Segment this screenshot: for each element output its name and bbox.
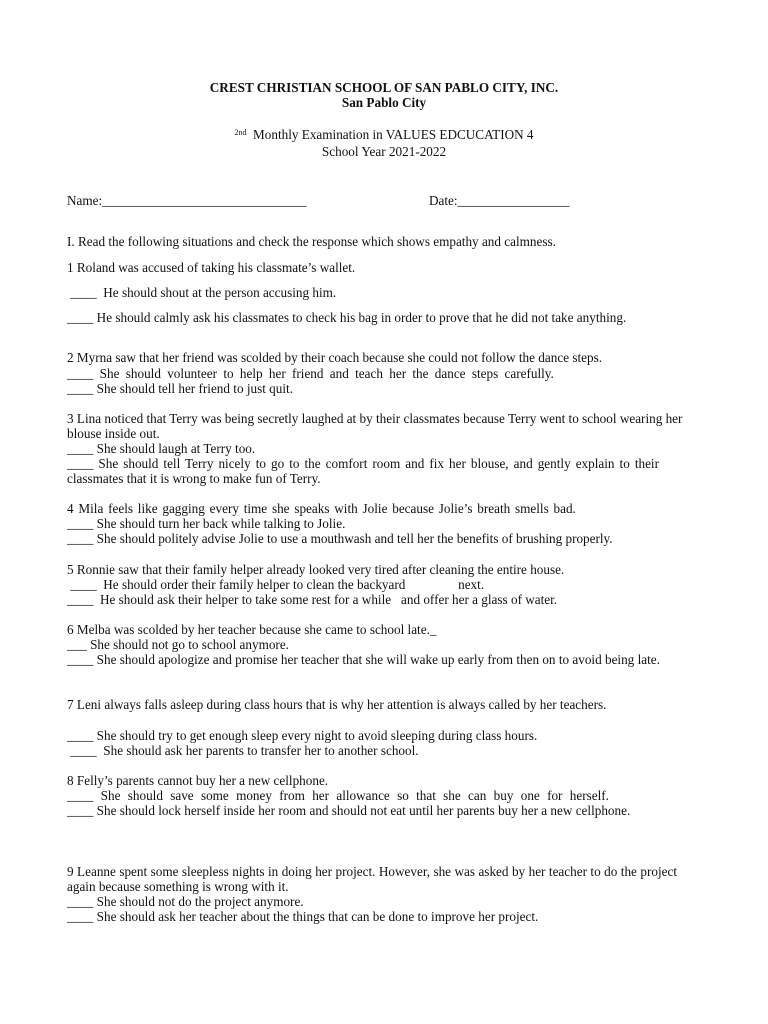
school-city: San Pablo City (341, 95, 427, 110)
question-4-option-a[interactable]: ____ She should turn her back while talking to Jolie. (67, 516, 346, 531)
question-9-option-a[interactable]: ____ She should not do the project anymore. (67, 894, 304, 909)
question-5-option-b[interactable]: ____ He should ask their helper to take some rest for a while and offer her a glass of water. (67, 592, 558, 607)
school-year: School Year 2021-2022 (321, 144, 447, 159)
question-1-option-a[interactable]: ____ He should shout at the person accusing him. (67, 285, 337, 300)
question-4-prompt: 4 Mila feels like gagging every time she speaks with Jolie because Jolie’s breath smells bad. (67, 501, 576, 516)
question-2-option-a[interactable]: ____ She should volunteer to help her friend and teach her the dance steps carefully. (67, 366, 554, 381)
question-7-prompt: 7 Leni always falls asleep during class hours that is why her attention is always called by her teachers. (67, 697, 607, 712)
name-field[interactable]: Name:_______________________________ (67, 193, 307, 208)
exam-title (0, 127, 768, 142)
question-8-prompt: 8 Felly’s parents cannot buy her a new cellphone. (67, 773, 329, 788)
question-7-option-b[interactable]: ____ She should ask her parents to transfer her to another school. (67, 743, 419, 758)
question-7-option-a[interactable]: ____ She should try to get enough sleep every night to avoid sleeping during class hours. (67, 728, 538, 743)
instructions: I. Read the following situations and check the response which shows empathy and calmness. (67, 234, 556, 249)
question-6-prompt: 6 Melba was scolded by her teacher because she came to school late._ (67, 622, 437, 637)
question-2-prompt: 2 Myrna saw that her friend was scolded by their coach because she could not follow the dance steps. (67, 350, 603, 365)
question-1-prompt: 1 Roland was accused of taking his classmate’s wallet. (67, 260, 356, 275)
exam-title-text: Monthly Examination in VALUES EDCUCATION 4 (253, 127, 534, 142)
question-4-option-b[interactable]: ____ She should politely advise Jolie to use a mouthwash and tell her the benefits of brushing properly. (67, 531, 613, 546)
exam-ordinal: 2nd (234, 128, 247, 137)
question-8-option-a[interactable]: ____ She should save some money from her allowance so that she can buy one for herself. (67, 788, 609, 803)
question-5-option-a[interactable]: ____ He should order their family helper to clean the backyard next. (67, 577, 485, 592)
question-8-option-b[interactable]: ____ She should lock herself inside her room and should not eat until her parents buy her a new cellphone. (67, 803, 631, 818)
question-3-prompt: 3 Lina noticed that Terry was being secretly laughed at by their classmates because Terry went to school wearing her blouse inside out. (67, 411, 683, 441)
question-5-prompt: 5 Ronnie saw that their family helper already looked very tired after cleaning the entire house. (67, 562, 565, 577)
question-1-option-b[interactable]: ____ He should calmly ask his classmates to check his bag in order to prove that he did not take anything. (67, 310, 627, 325)
question-9-prompt: 9 Leanne spent some sleepless nights in doing her project. However, she was asked by her teacher to do the project again because something is wrong with it. (67, 864, 677, 894)
question-6-option-b[interactable]: ____ She should apologize and promise her teacher that she will wake up early from then on to avoid being late. (67, 652, 660, 667)
question-6-option-a[interactable]: ___ She should not go to school anymore. (67, 637, 289, 652)
question-3-option-a[interactable]: ____ She should laugh at Terry too. (67, 441, 256, 456)
question-9-option-b[interactable]: ____ She should ask her teacher about the things that can be done to improve her project. (67, 909, 539, 924)
question-2-option-b[interactable]: ____ She should tell her friend to just quit. (67, 381, 293, 396)
school-name: CREST CHRISTIAN SCHOOL OF SAN PABLO CITY, INC. (209, 80, 559, 95)
question-3-option-b[interactable]: ____ She should tell Terry nicely to go to the comfort room and fix her blouse, and gently explain to their classmates that it is wrong to make fun of Terry. (67, 456, 659, 486)
date-field[interactable]: Date:_________________ (429, 193, 570, 208)
